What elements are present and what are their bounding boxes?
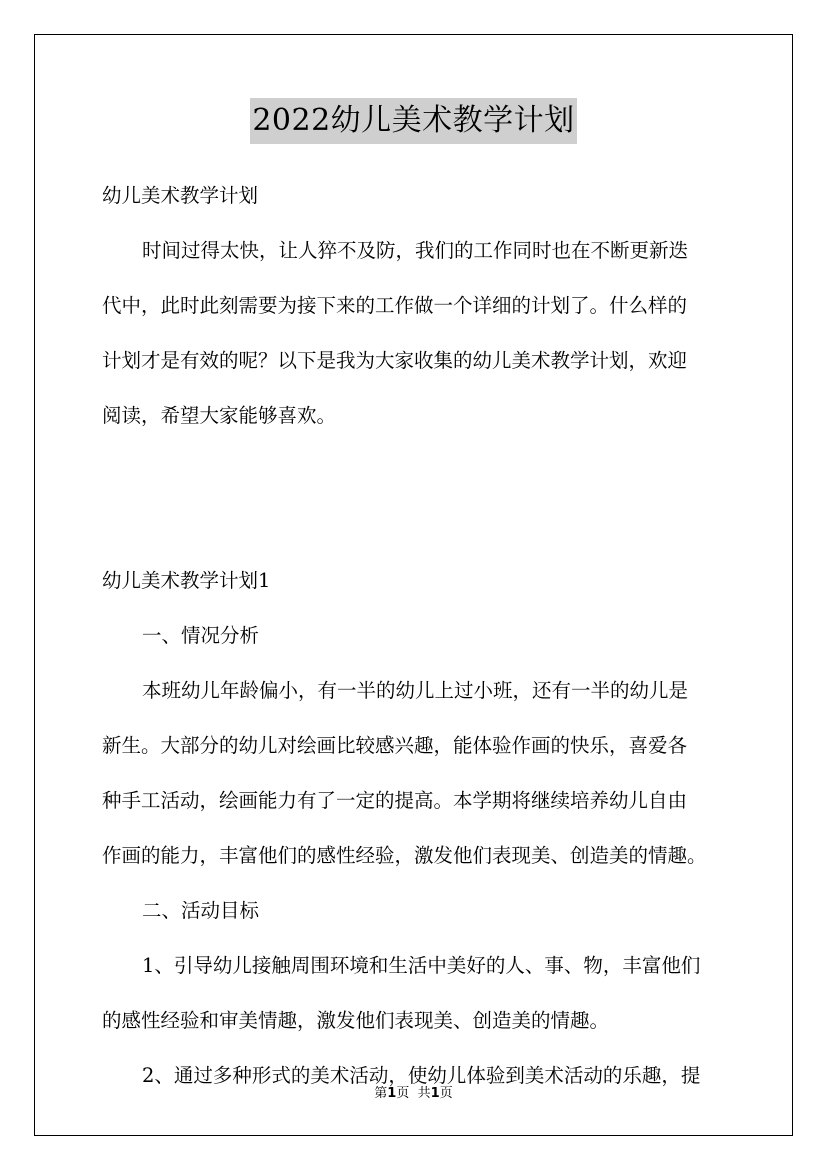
total-pages: 1 [430, 1086, 440, 1101]
page-number: 1 [387, 1086, 397, 1101]
paragraph-line: 1、引导幼儿接触周围环境和生活中美好的人、事、物，丰富他们 [142, 954, 701, 977]
subsection-heading: 一、情况分析 [142, 624, 260, 647]
paragraph-line: 本班幼儿年龄偏小，有一半的幼儿上过小班，还有一半的幼儿是 [142, 679, 689, 702]
paragraph-line: 的感性经验和审美情趣，激发他们表现美、创造美的情趣。 [102, 1009, 610, 1032]
subsection-heading: 二、活动目标 [142, 899, 260, 922]
page-footer [0, 1082, 827, 1101]
title-container [0, 98, 827, 144]
paragraph-line: 代中，此时此刻需要为接下来的工作做一个详细的计划了。什么样的 [102, 294, 688, 317]
paragraph-line: 新生。大部分的幼儿对绘画比较感兴趣，能体验作画的快乐，喜爱各 [102, 734, 688, 757]
document-title: 2022幼儿美术教学计划 [250, 98, 576, 144]
paragraph-spacer [102, 443, 742, 553]
paragraph-line: 种手工活动，绘画能力有了一定的提高。本学期将继续培养幼儿自由 [102, 789, 688, 812]
paragraph-line: 计划才是有效的呢？以下是我为大家收集的幼儿美术教学计划，欢迎 [102, 349, 688, 372]
section-heading: 幼儿美术教学计划1 [102, 569, 271, 592]
paragraph-line: 阅读，希望大家能够喜欢。 [102, 404, 337, 427]
section-heading: 幼儿美术教学计划 [102, 184, 259, 207]
total-suffix: 页 [439, 1086, 453, 1101]
document-body [102, 168, 742, 1103]
paragraph-line: 时间过得太快，让人猝不及防，我们的工作同时也在不断更新迭 [142, 239, 689, 262]
page-prefix: 第 [374, 1086, 388, 1101]
paragraph-line: 2、通过多种形式的美术活动，使幼儿体验到美术活动的乐趣，提 [142, 1064, 701, 1087]
total-prefix: 共 [417, 1086, 431, 1101]
page-suffix: 页 [396, 1086, 410, 1101]
paragraph-line: 作画的能力，丰富他们的感性经验，激发他们表现美、创造美的情趣。 [102, 844, 707, 867]
